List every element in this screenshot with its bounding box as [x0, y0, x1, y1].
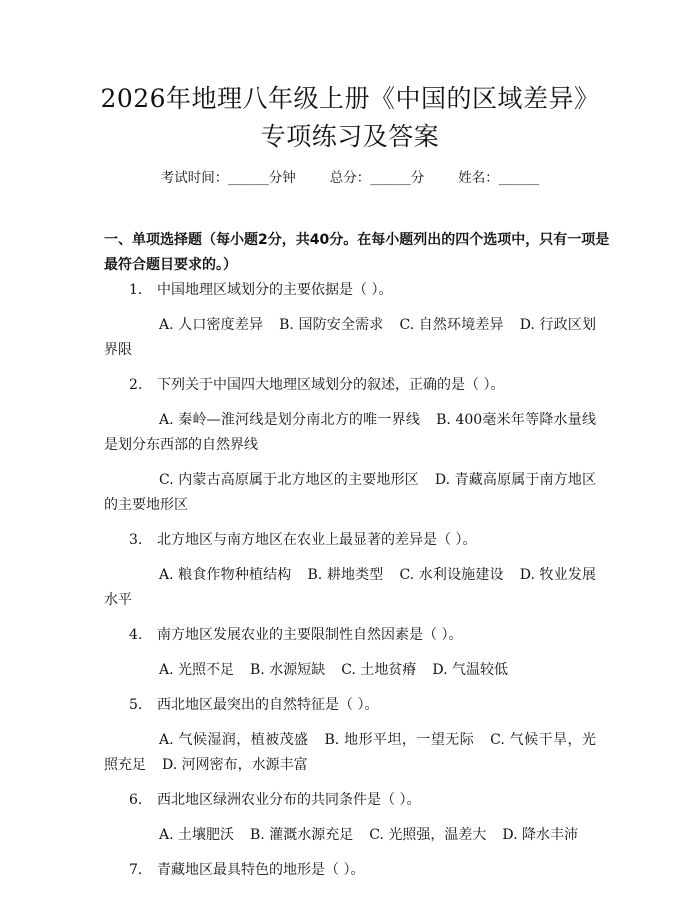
question-number: 6.	[129, 792, 143, 808]
question-options	[104, 658, 596, 683]
option-d: D. 牧业发展水平	[104, 567, 596, 608]
option-c: C. 气候干旱，光照充足	[104, 732, 596, 773]
option-c: C. 自然环境差异	[399, 317, 504, 333]
question-7	[104, 858, 596, 883]
section-heading: 一、单项选择题（每小题2分，共40分。在每小题列出的四个选项中，只有一项是最符合题目要求的。）	[104, 232, 610, 273]
question-text: 青藏地区最具特色的地形是（ ）。	[157, 862, 365, 878]
question-options-row1	[104, 408, 596, 458]
student-name: 姓名：______	[458, 170, 540, 186]
option-a: A. 秦岭—淮河线是划分南北方的唯一界线	[159, 412, 421, 428]
option-d: D. 河网密布，水源丰富	[162, 757, 308, 773]
question-text: 中国地理区域划分的主要依据是（ ）。	[157, 282, 393, 298]
question-number: 2.	[129, 377, 143, 393]
option-a: A. 气候湿润，植被茂盛	[159, 732, 309, 748]
exam-score: 总分：______分	[329, 170, 425, 186]
question-number: 3.	[129, 532, 143, 548]
question-number: 4.	[129, 627, 143, 643]
option-c: C. 土地贫瘠	[341, 662, 417, 678]
option-b: B. 水源短缺	[250, 662, 326, 678]
option-d: D. 降水丰沛	[502, 827, 578, 843]
option-b: B. 灌溉水源充足	[250, 827, 354, 843]
document-title-line2: 专项练习及答案	[260, 122, 440, 151]
question-number: 1.	[129, 282, 143, 298]
question-5	[104, 693, 596, 778]
option-c: C. 水利设施建设	[399, 567, 504, 583]
option-a: A. 人口密度差异	[159, 317, 264, 333]
option-d: D. 气温较低	[432, 662, 508, 678]
question-number: 7.	[129, 862, 143, 878]
question-3	[104, 528, 596, 613]
question-text: 北方地区与南方地区在农业上最显著的差异是（ ）。	[157, 532, 477, 548]
exam-meta	[0, 169, 700, 187]
question-6	[104, 788, 596, 848]
question-4	[104, 623, 596, 683]
option-d: D. 青藏高原属于南方地区的主要地形区	[104, 472, 596, 513]
option-d: D. 行政区划界限	[104, 317, 596, 358]
option-a: A. 光照不足	[159, 662, 235, 678]
option-c: C. 光照强，温差大	[369, 827, 487, 843]
question-number: 5.	[129, 697, 143, 713]
question-options	[104, 823, 596, 848]
question-options-row2	[104, 468, 596, 518]
question-2	[104, 373, 596, 518]
document-title-line1: 2026年地理八年级上册《中国的区域差异》	[100, 84, 600, 113]
question-options	[104, 563, 596, 613]
option-b: B. 耕地类型	[307, 567, 384, 583]
question-text: 西北地区绿洲农业分布的共同条件是（ ）。	[157, 792, 421, 808]
question-1	[104, 278, 596, 363]
exam-time: 考试时间：______分钟	[160, 170, 296, 186]
option-b: B. 地形平坦，一望无际	[324, 732, 475, 748]
question-text: 下列关于中国四大地理区域划分的叙述，正确的是（ ）。	[157, 377, 505, 393]
option-b: B. 400毫米年等降水量线是划分东西部的自然界线	[104, 412, 596, 453]
option-c: C. 内蒙古高原属于北方地区的主要地形区	[159, 472, 419, 488]
question-options	[104, 313, 596, 363]
option-a: A. 土壤肥沃	[159, 827, 235, 843]
question-options	[104, 728, 596, 778]
option-a: A. 粮食作物种植结构	[159, 567, 292, 583]
option-b: B. 国防安全需求	[279, 317, 384, 333]
question-text: 南方地区发展农业的主要限制性自然因素是（ ）。	[157, 627, 463, 643]
question-list	[104, 278, 596, 893]
question-text: 西北地区最突出的自然特征是（ ）。	[157, 697, 379, 713]
